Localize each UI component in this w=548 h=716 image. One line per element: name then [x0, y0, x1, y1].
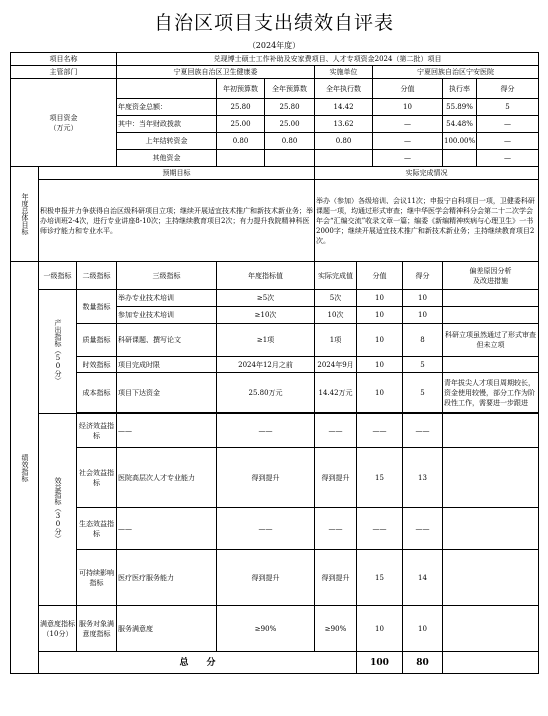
indicator-name: 参加专业技术培训 [117, 307, 217, 324]
actual-goal-text: 举办（参加）各级培训、会议11次；申报宁自科项目一项，卫健委科研课题一项，均通过形式审查；继中华医学会精神科分会第二十二次学会年会“汇编交流”收录文章一篇；编委《新编精神疾病与心理卫生》一书2000字；继续开展适宜技术推广和新技术新业务；主持继续教育项目2次。 [315, 180, 539, 262]
funds-cell: — [477, 116, 539, 133]
output-indicator-label: 产出指标（50分） [39, 290, 77, 414]
indicator-score: 10 [357, 324, 403, 357]
satisfaction-indicator: 服务对象满意度指标 [77, 606, 117, 652]
funds-cell: — [477, 133, 539, 150]
ecological-indicator: 生态效益指标 [77, 508, 117, 550]
funds-row-name: 其中：当年财政拨款 [117, 116, 217, 133]
year-subtitle: （2024年度） [247, 41, 301, 50]
dept-value: 宁夏回族自治区卫生健康委 [117, 66, 315, 79]
indicator-target: ≥90% [217, 606, 315, 652]
indicator-name: 项目下达资金 [117, 373, 217, 413]
indicator-actual: 14.42万元 [315, 373, 357, 413]
cost-indicator: 成本指标 [77, 373, 117, 413]
total-score: 100 [357, 652, 403, 674]
funds-cell: 13.62 [315, 116, 373, 133]
funds-cell: 25.80 [265, 99, 315, 116]
indicator-score: —— [357, 414, 403, 448]
satisfaction-indicator-label: 满意度指标（10分） [39, 606, 77, 652]
funds-cell [315, 150, 373, 167]
timeliness-indicator: 时效指标 [77, 357, 117, 373]
indicator-actual: 5次 [315, 290, 357, 307]
sustainable-indicator: 可持续影响指标 [77, 550, 117, 606]
total-got: 80 [403, 652, 443, 674]
perf-header: 实际完成值 [315, 262, 357, 290]
perf-header: 二级指标 [77, 262, 117, 290]
dept-label: 主管部门 [11, 66, 117, 79]
funds-cell [217, 150, 265, 167]
indicator-score: 15 [357, 550, 403, 606]
funds-cell: 25.80 [217, 99, 265, 116]
indicator-name: —— [117, 414, 217, 448]
indicator-score: 15 [357, 448, 403, 508]
indicator-name: 医院高层次人才专业能力 [117, 448, 217, 508]
indicator-actual: 得到提升 [315, 448, 357, 508]
indicator-got: —— [403, 508, 443, 550]
economic-indicator: 经济效益指标 [77, 414, 117, 448]
indicator-score: 10 [357, 290, 403, 307]
annual-goal-label: 年度总体目标 [11, 167, 39, 262]
indicator-note [443, 307, 539, 324]
perf-header: 得分 [403, 262, 443, 290]
expected-goal-header: 预期目标 [39, 167, 315, 180]
funds-label [11, 79, 117, 167]
indicator-actual: 10次 [315, 307, 357, 324]
indicator-note [443, 357, 539, 373]
funds-header: 全年执行数 [315, 79, 373, 99]
indicator-target: ≥5次 [217, 290, 315, 307]
indicator-target: 得到提升 [217, 448, 315, 508]
indicator-note: 青年拔尖人才项目周期较长，资金使用较慢，部分工作为阶段性工作，需要进一步跟进 [443, 373, 539, 413]
indicator-note [443, 550, 539, 606]
funds-cell: — [373, 116, 443, 133]
indicator-name: 医疗医疗服务能力 [117, 550, 217, 606]
benefit-indicator-label: 效益指标（30分） [39, 414, 77, 606]
indicator-actual: —— [315, 414, 357, 448]
indicator-note [443, 414, 539, 448]
funds-row-name: 年度资金总额： [117, 99, 217, 116]
funds-header: 执行率 [443, 79, 477, 99]
quantity-indicator: 数量指标 [77, 290, 117, 324]
indicator-actual: 1项 [315, 324, 357, 357]
perf-label: 绩效指标 [11, 262, 39, 674]
indicator-note [443, 606, 539, 652]
total-label: 总 分 [39, 652, 357, 674]
indicator-got: 10 [403, 606, 443, 652]
page-title: 自治区项目支出绩效自评表 [153, 12, 394, 34]
perf-header: 一级指标 [39, 262, 77, 290]
indicator-target: —— [217, 508, 315, 550]
indicator-actual: —— [315, 508, 357, 550]
indicator-score: 10 [357, 307, 403, 324]
indicator-note [443, 508, 539, 550]
funds-header: 年初预算数 [217, 79, 265, 99]
indicator-got: 5 [403, 373, 443, 413]
expected-goal-text: 积极申报并力争获得自治区级科研项目立项；继续开展适宜技术推广和新技术新业务；举办培训班2-4次，进行专业讲座8-10次；主持继续教育项目2次；有力提升我院精神科医师诊疗能力和专业水平。 [39, 180, 315, 262]
funds-cell [443, 150, 477, 167]
funds-cell: 14.42 [315, 99, 373, 116]
indicator-note [443, 448, 539, 508]
perf-header [443, 262, 539, 290]
funds-header: 全年预算数 [265, 79, 315, 99]
indicator-target: ≥10次 [217, 307, 315, 324]
funds-cell: 25.00 [265, 116, 315, 133]
indicator-note [443, 290, 539, 307]
quality-indicator: 质量指标 [77, 324, 117, 357]
funds-cell: — [373, 133, 443, 150]
indicator-name: 举办专业技术培训 [117, 290, 217, 307]
funds-cell: — [373, 150, 443, 167]
funds-cell: 100.00% [443, 133, 477, 150]
funds-cell: 0.80 [265, 133, 315, 150]
indicator-name: 科研课题、撰写论文 [117, 324, 217, 357]
perf-header: 分值 [357, 262, 403, 290]
funds-header: 分值 [373, 79, 443, 99]
indicator-got: 13 [403, 448, 443, 508]
funds-cell: 55.89% [443, 99, 477, 116]
funds-header: 得分 [477, 79, 539, 99]
indicator-name: —— [117, 508, 217, 550]
funds-cell: 0.80 [315, 133, 373, 150]
unit-label: 实施单位 [315, 66, 373, 79]
indicator-got: 14 [403, 550, 443, 606]
project-name-label: 项目名称 [11, 53, 117, 66]
indicator-actual: ≥90% [315, 606, 357, 652]
funds-cell: 54.48% [443, 116, 477, 133]
indicator-target: ≥1项 [217, 324, 315, 357]
funds-row-name: 其他资金 [117, 150, 217, 167]
indicator-got: 10 [403, 307, 443, 324]
funds-cell: — [477, 150, 539, 167]
funds-cell [265, 150, 315, 167]
social-indicator: 社会效益指标 [77, 448, 117, 508]
evaluation-table [10, 52, 539, 674]
indicator-name: 服务满意度 [117, 606, 217, 652]
indicator-actual: 得到提升 [315, 550, 357, 606]
indicator-note: 科研立项虽然通过了形式审查但未立项 [443, 324, 539, 357]
perf-header-note: 偏差原因分析 及改进措施 [469, 266, 512, 285]
funds-label-text: 项目资金 （万元） [49, 113, 78, 132]
funds-cell: 5 [477, 99, 539, 116]
total-note [443, 652, 539, 674]
perf-header: 三级指标 [117, 262, 217, 290]
project-name: 兑现博士硕士工作补助及安家费项目、人才专项资金2024（第二批）项目 [117, 53, 539, 66]
perf-header: 年度指标值 [217, 262, 315, 290]
indicator-got: 8 [403, 324, 443, 357]
indicator-target: 2024年12月之前 [217, 357, 315, 373]
indicator-actual: 2024年9月 [315, 357, 357, 373]
indicator-score: —— [357, 508, 403, 550]
funds-cell: 10 [373, 99, 443, 116]
funds-cell: 0.80 [217, 133, 265, 150]
indicator-target: 得到提升 [217, 550, 315, 606]
funds-row-name: 上年结转资金 [117, 133, 217, 150]
indicator-got: 5 [403, 357, 443, 373]
indicator-target: 25.80万元 [217, 373, 315, 413]
indicator-got: —— [403, 414, 443, 448]
indicator-name: 项目完成时限 [117, 357, 217, 373]
indicator-got: 10 [403, 290, 443, 307]
funds-blank-header [117, 79, 217, 99]
indicator-score: 10 [357, 357, 403, 373]
unit-value: 宁夏回族自治区宁安医院 [373, 66, 539, 79]
actual-goal-header: 实际完成情况 [315, 167, 539, 180]
indicator-score: 10 [357, 606, 403, 652]
indicator-target: —— [217, 414, 315, 448]
funds-cell: 25.00 [217, 116, 265, 133]
indicator-score: 10 [357, 373, 403, 413]
